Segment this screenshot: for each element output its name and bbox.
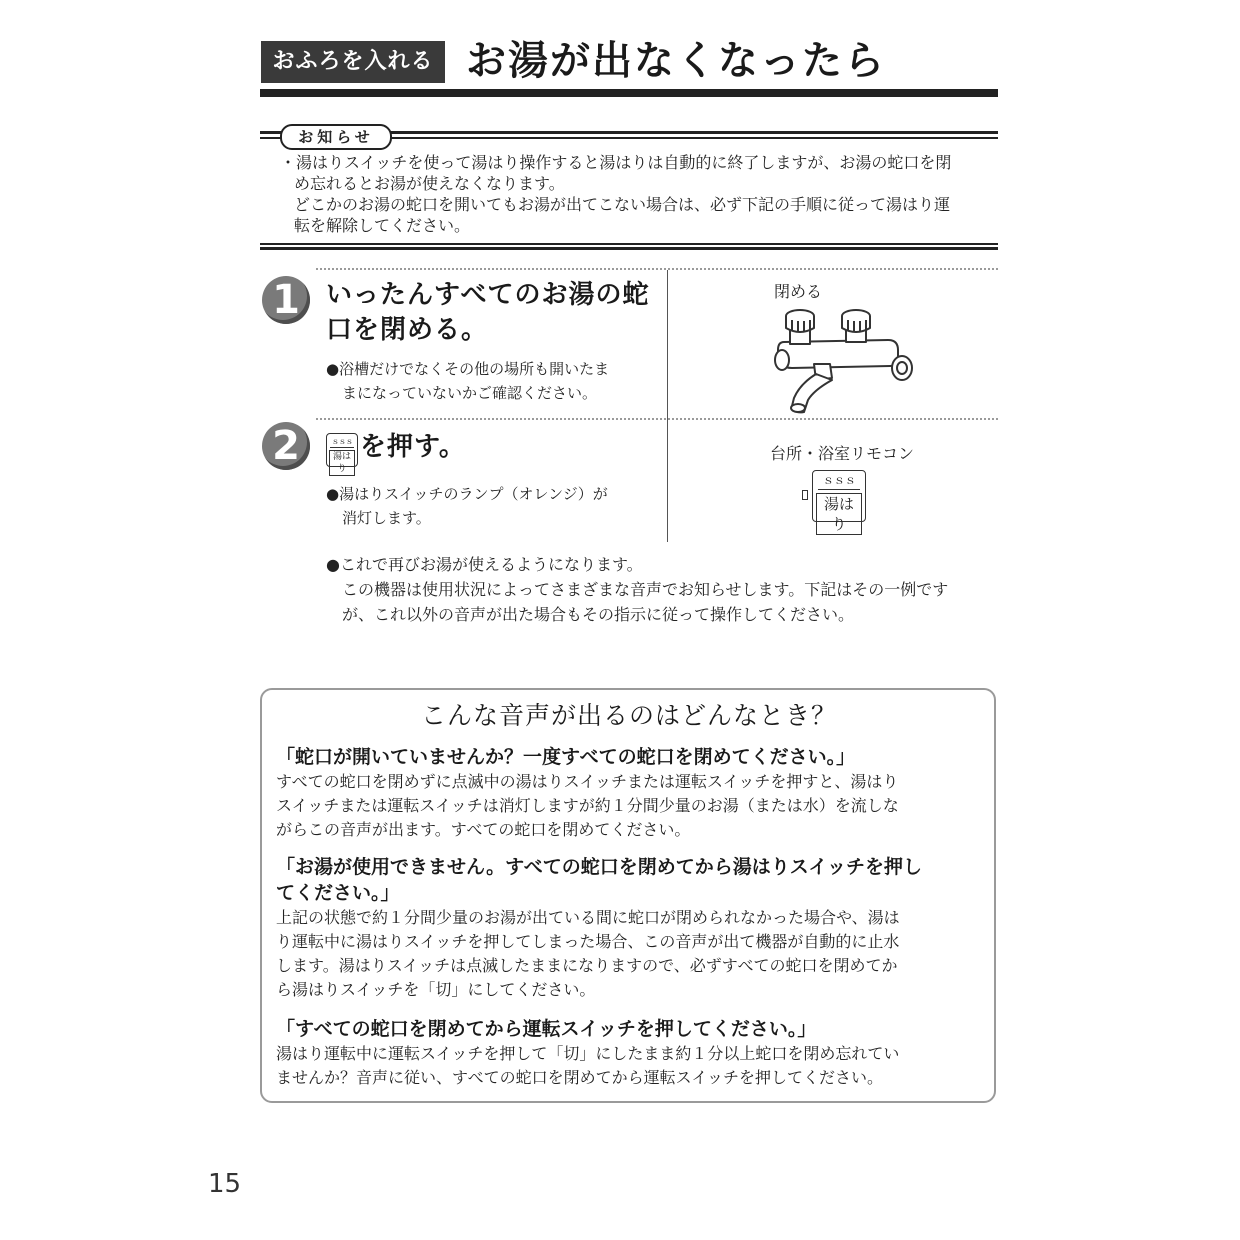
step-column-divider bbox=[667, 270, 668, 542]
step-1-note-line: ●浴槽だけでなくその他の場所も開いたま bbox=[326, 360, 610, 378]
bath-fill-button bbox=[812, 470, 866, 533]
button-caption: 湯はり bbox=[329, 450, 355, 476]
steam-marks: ｓｓｓ bbox=[822, 473, 856, 487]
voice-answer-line: 上記の状態で約１分間少量のお湯が出ている間に蛇口が閉められなかった場合や、湯は bbox=[276, 908, 900, 927]
notice-line: どこかのお湯の蛇口を開いてもお湯が出てこない場合は、必ず下記の手順に従って湯はり運 bbox=[294, 195, 951, 214]
faucet-figure-label: 閉める bbox=[774, 282, 823, 301]
voice-question bbox=[276, 744, 988, 770]
step-1-title bbox=[326, 278, 649, 348]
remote-figure-label: 台所・浴室リモコン bbox=[770, 444, 915, 463]
voice-answer-line: します。湯はりスイッチは点滅したままになりますので、必ずすべての蛇口を閉めてか bbox=[276, 956, 898, 975]
bath-fill-button-icon bbox=[326, 433, 358, 474]
voice-item bbox=[276, 1016, 988, 1090]
voice-answer bbox=[276, 770, 988, 842]
voice-answer-line: ませんか？音声に従い、すべての蛇口を閉めてから運転スイッチを押してください。 bbox=[276, 1068, 884, 1087]
step-1-note-line: まになっていないかご確認ください。 bbox=[342, 384, 598, 402]
button-separator bbox=[818, 489, 860, 490]
button-caption: 湯はり bbox=[816, 493, 862, 535]
after-steps-text bbox=[326, 552, 996, 627]
page-number: 15 bbox=[208, 1169, 242, 1199]
lamp-indicator bbox=[802, 490, 808, 500]
voice-item bbox=[276, 744, 988, 842]
step-1-note bbox=[326, 357, 609, 405]
voice-question bbox=[276, 854, 988, 906]
notice-line: め忘れるとお湯が使えなくなります。 bbox=[294, 174, 565, 193]
notice-bottom-rule-thick bbox=[260, 247, 998, 250]
step-number-2: 2 bbox=[262, 422, 310, 470]
after-line: が、これ以外の音声が出た場合もその指示に従って操作してください。 bbox=[342, 605, 855, 624]
step-2-note-line: ●湯はりスイッチのランプ（オレンジ）が bbox=[326, 485, 608, 503]
step-2-note bbox=[326, 482, 608, 530]
voice-answer bbox=[276, 906, 988, 1002]
step-number-1: 1 bbox=[262, 276, 310, 324]
step-divider bbox=[316, 268, 998, 270]
voice-answer-line: り運転中に湯はりスイッチを押してしまった場合、この音声が出て機器が自動的に止水 bbox=[276, 932, 900, 951]
voice-question-line: 「蛇口が開いていませんか？一度すべての蛇口を閉めてください。」 bbox=[276, 746, 856, 768]
title-rule bbox=[260, 89, 998, 97]
notice-label: お知らせ bbox=[280, 124, 392, 150]
steam-marks: ｓｓｓ bbox=[331, 437, 353, 446]
notice-line: ・湯はりスイッチを使って湯はり操作すると湯はりは自動的に終了しますが、お湯の蛇口を閉 bbox=[280, 153, 952, 172]
voice-answer-line: ら湯はりスイッチを「切」にしてください。 bbox=[276, 980, 596, 999]
voice-box-title: こんな音声が出るのはどんなとき？ bbox=[420, 701, 837, 730]
button-separator bbox=[330, 447, 354, 448]
voice-answer-line: スイッチまたは運転スイッチは消灯しますが約１分間少量のお湯（または水）を流しな bbox=[276, 796, 899, 815]
notice-text bbox=[280, 152, 992, 236]
step-1-title-line: いったんすべてのお湯の蛇 bbox=[326, 280, 650, 310]
voice-answer-line: がらこの音声が出ます。すべての蛇口を閉めてください。 bbox=[276, 820, 691, 839]
notice-bottom-rule bbox=[260, 243, 998, 245]
after-line: ●これで再びお湯が使えるようになります。 bbox=[326, 555, 643, 574]
voice-question-line: 「お湯が使用できません。すべての蛇口を閉めてから湯はりスイッチを押し bbox=[276, 856, 923, 878]
voice-answer-line: すべての蛇口を閉めずに点滅中の湯はりスイッチまたは運転スイッチを押すと、湯はり bbox=[276, 772, 899, 791]
faucet-icon bbox=[770, 302, 916, 416]
notice-line: 転を解除してください。 bbox=[294, 216, 471, 235]
step-1-title-line: 口を閉める。 bbox=[326, 315, 489, 345]
voice-answer-line: 湯はり運転中に運転スイッチを押して「切」にしたまま約１分以上蛇口を閉め忘れてい bbox=[276, 1044, 900, 1063]
voice-question bbox=[276, 1016, 988, 1042]
step-2-title: を押す。 bbox=[360, 432, 466, 462]
voice-item bbox=[276, 854, 988, 1002]
after-line: この機器は使用状況によってさまざまな音声でお知らせします。下記はその一例です bbox=[342, 580, 949, 599]
step-divider bbox=[316, 418, 998, 420]
page-title: お湯が出なくなったら bbox=[466, 38, 886, 84]
voice-question-line: てください。」 bbox=[276, 882, 400, 904]
step-2-note-line: 消灯します。 bbox=[342, 509, 431, 527]
section-tag: おふろを入れる bbox=[261, 41, 445, 83]
voice-question-line: 「すべての蛇口を閉めてから運転スイッチを押してください。」 bbox=[276, 1018, 817, 1040]
voice-answer bbox=[276, 1042, 988, 1090]
